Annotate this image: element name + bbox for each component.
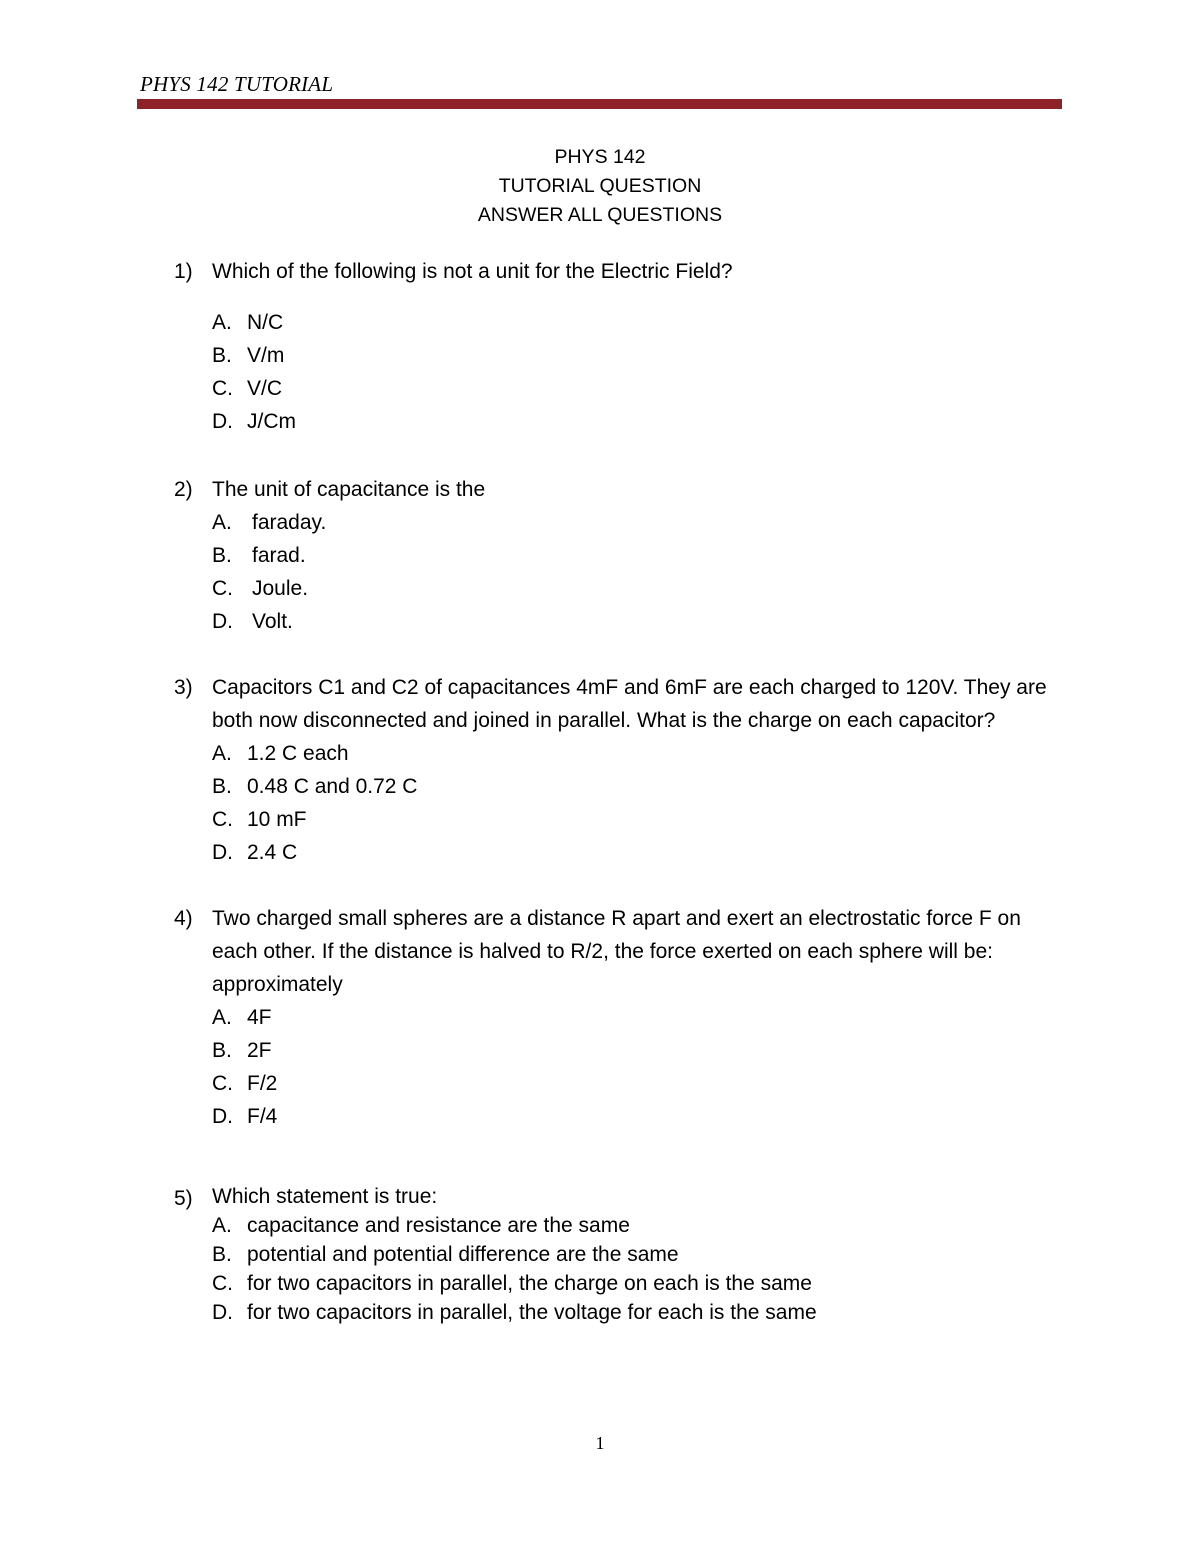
option-letter: D. [212,610,233,633]
option-letter: D. [212,1301,233,1324]
question-text [212,1182,1074,1211]
option-text: V/m [247,344,285,367]
question-line: Which of the following is not a unit for the Electric Field? [212,260,733,283]
option-a [212,1001,1074,1034]
option-letter: B. [212,344,232,367]
document-title: TUTORIAL QUESTION [498,175,702,197]
option-letter: C. [212,808,233,831]
question-line: Two charged small spheres are a distance R apart and exert an electrostatic force F on [212,907,1021,930]
option-text: 10 mF [247,808,307,831]
option-letter: A. [212,1214,232,1237]
option-letter: A. [212,742,232,765]
running-header: PHYS 142 TUTORIAL [140,72,334,96]
option-c [212,572,1074,605]
option-text: 0.48 C and 0.72 C [247,775,418,798]
question-2 [174,473,1074,638]
answer-options [212,1001,1074,1133]
question-3 [174,671,1074,869]
option-letter: B. [212,544,232,567]
question-text [212,255,1074,288]
option-text: J/Cm [247,410,296,433]
option-text: faraday. [252,511,327,534]
option-text: for two capacitors in parallel, the charge on each is the same [247,1272,812,1295]
instructions: ANSWER ALL QUESTIONS [477,204,723,226]
option-letter: A. [212,511,232,534]
option-letter: A. [212,311,232,334]
option-letter: A. [212,1006,232,1029]
option-b [212,770,1074,803]
question-number: 4) [174,907,193,930]
option-text: 4F [247,1006,272,1029]
option-c [212,1269,1074,1298]
title-block [0,143,1200,230]
option-text: N/C [247,311,284,334]
option-a [212,506,1074,539]
answer-options [212,506,1074,638]
option-a [212,1211,1074,1240]
option-c [212,372,1074,405]
option-c [212,1067,1074,1100]
option-d [212,1100,1074,1133]
option-d [212,605,1074,638]
option-text: farad. [252,544,306,567]
option-letter: D. [212,841,233,864]
option-letter: D. [212,410,233,433]
option-text: for two capacitors in parallel, the voltage for each is the same [247,1301,817,1324]
option-letter: B. [212,775,232,798]
option-text: F/4 [247,1105,278,1128]
option-text: 1.2 C each [247,742,349,765]
option-b [212,1034,1074,1067]
option-b [212,539,1074,572]
question-text [212,902,1074,1001]
answer-options [212,1211,1074,1327]
question-line: both now disconnected and joined in parallel. What is the charge on each capacitor? [212,709,996,732]
option-a [212,306,1074,339]
question-1 [174,255,1074,438]
answer-options [212,306,1074,438]
option-letter: B. [212,1039,232,1062]
option-c [212,803,1074,836]
question-number: 5) [174,1187,193,1210]
option-text: F/2 [247,1072,278,1095]
option-d [212,1298,1074,1327]
answer-options [212,737,1074,869]
question-text [212,671,1074,737]
option-text: 2F [247,1039,272,1062]
question-number: 2) [174,478,193,501]
question-line: approximately [212,973,343,996]
question-number: 3) [174,676,193,699]
page-number: 1 [595,1433,605,1453]
option-d [212,405,1074,438]
option-letter: B. [212,1243,232,1266]
option-letter: C. [212,577,233,600]
question-line: each other. If the distance is halved to R/2, the force exerted on each sphere will be: [212,940,993,963]
option-text: Joule. [252,577,309,600]
option-a [212,737,1074,770]
question-5 [174,1182,1074,1327]
option-b [212,339,1074,372]
option-letter: C. [212,377,233,400]
option-text: 2.4 C [247,841,298,864]
option-letter: C. [212,1272,233,1295]
question-line: Capacitors C1 and C2 of capacitances 4mF and 6mF are each charged to 120V. They are [212,676,1047,699]
option-d [212,836,1074,869]
option-text: Volt. [252,610,293,633]
question-line: The unit of capacitance is the [212,478,486,501]
option-letter: D. [212,1105,233,1128]
option-text: potential and potential difference are the same [247,1243,679,1266]
question-4 [174,902,1074,1133]
option-text: V/C [247,377,283,400]
option-b [212,1240,1074,1269]
question-line: Which statement is true: [212,1185,438,1208]
course-title: PHYS 142 [554,146,646,168]
header-rule [137,99,1062,109]
option-letter: C. [212,1072,233,1095]
question-text [212,473,1074,506]
question-number: 1) [174,260,193,283]
option-text: capacitance and resistance are the same [247,1214,630,1237]
